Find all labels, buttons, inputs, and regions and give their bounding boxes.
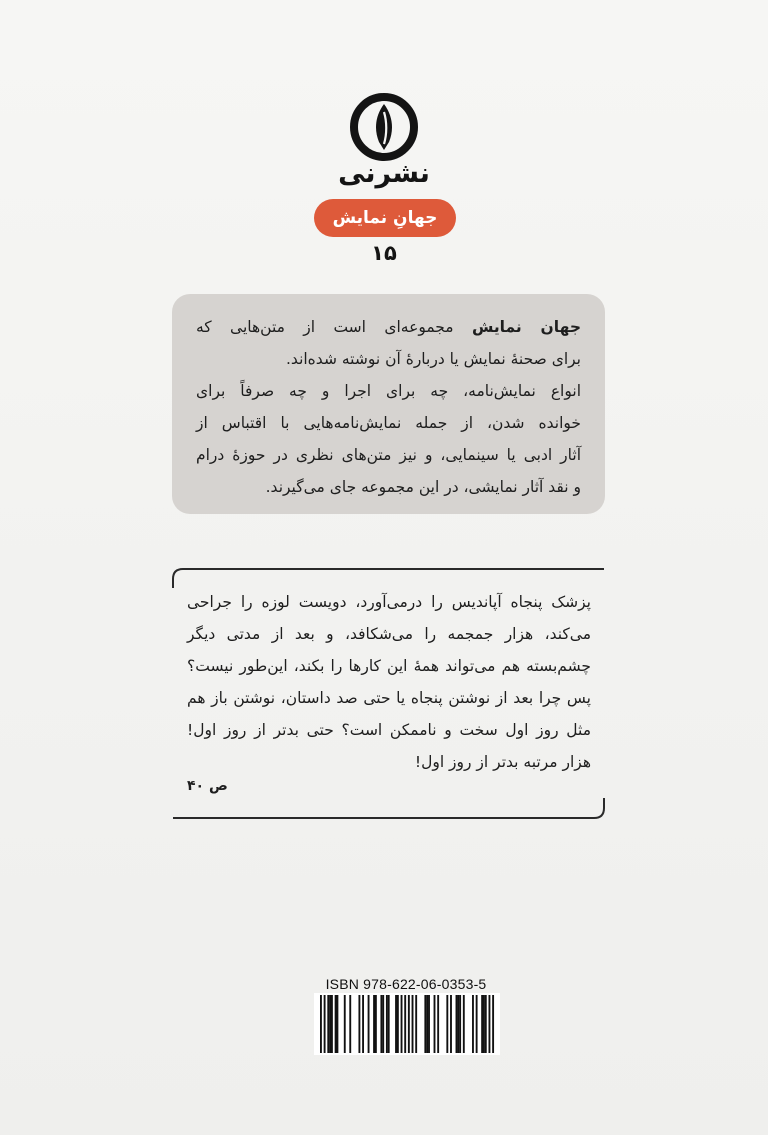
- barcode-bar: [362, 995, 364, 1053]
- description-line: آثار ادبی یا سینمایی، و نیز متن‌های نظری در حوزهٔ درام: [196, 446, 581, 464]
- series-badge: جهانِ نمایش: [314, 199, 456, 237]
- series-description-box: [172, 294, 605, 514]
- excerpt-text: پزشک پنجاه آپاندیس را درمی‌آورد، دویست لوزه را جراحی می‌کند، هزار جمجمه را می‌شکافد، و بعد از مدتی دیگر چشم‌بسته هم می‌تواند همهٔ این کارها را بکند، این‌طور نیست؟ پس چرا بعد از نوشتن پنجاه یا حتی صد داستان، نوشتن باز هم مثل روز اول سخت و ناممکن است؟ حتی بدتر از روز اول! هزار مرتبه بدتر از روز اول!: [187, 593, 591, 771]
- barcode-bar: [388, 995, 390, 1053]
- excerpt-page-reference: ص ۴۰: [187, 778, 228, 794]
- nashr-e-ney-reed-logo-icon: [349, 92, 419, 162]
- barcode-bar: [485, 995, 487, 1053]
- barcode-bar: [446, 995, 448, 1053]
- barcode-bar: [358, 995, 360, 1053]
- barcode-bar: [397, 995, 399, 1053]
- barcode-bar: [329, 995, 331, 1053]
- barcode-bar: [450, 995, 452, 1053]
- barcode-bar: [344, 995, 346, 1053]
- barcode-bar: [426, 995, 428, 1053]
- barcode-bar: [368, 995, 370, 1053]
- barcode-bar: [336, 995, 338, 1053]
- barcode-bar: [380, 995, 382, 1053]
- barcode-bar: [373, 995, 375, 1053]
- barcode-bar: [327, 995, 329, 1053]
- barcode-bar: [424, 995, 426, 1053]
- barcode-bar: [404, 995, 406, 1053]
- barcode-bar: [331, 995, 333, 1053]
- description-line: و نقد آثار نمایشی، در این مجموعه جای می‌گیرند.: [265, 478, 581, 496]
- barcode-bar: [456, 995, 458, 1053]
- barcode-bar: [395, 995, 397, 1053]
- barcode-bar: [412, 995, 414, 1053]
- barcode-bar: [457, 995, 459, 1053]
- barcode-bar: [463, 995, 465, 1053]
- barcode-bar: [489, 995, 491, 1053]
- description-line-rest: مجموعه‌ای است از متن‌هایی که: [196, 318, 472, 336]
- description-line: انواع نمایش‌نامه، چه برای اجرا و چه صرفاً برای: [196, 382, 581, 400]
- barcode-bar: [349, 995, 351, 1053]
- barcode-bar: [428, 995, 430, 1053]
- barcode-bar: [492, 995, 494, 1053]
- excerpt-box: [171, 566, 606, 821]
- isbn-barcode: [314, 993, 500, 1055]
- barcode-bar: [483, 995, 485, 1053]
- barcode-bar: [382, 995, 384, 1053]
- barcode-bar: [375, 995, 377, 1053]
- barcode-bar: [320, 995, 322, 1053]
- description-line: خوانده شدن، از جمله نمایش‌نامه‌هایی با اقتباس از: [196, 414, 581, 432]
- publisher-name: نشرنی: [338, 158, 430, 189]
- barcode-bar: [434, 995, 436, 1053]
- barcode-bar: [437, 995, 439, 1053]
- barcode-bar: [481, 995, 483, 1053]
- barcode-bar: [386, 995, 388, 1053]
- barcode-bar: [459, 995, 461, 1053]
- description-line: برای صحنهٔ نمایش یا دربارهٔ آن نوشته شده‌اند.: [286, 350, 581, 368]
- barcode-bar: [476, 995, 478, 1053]
- barcode-bar: [408, 995, 410, 1053]
- barcode-bar: [415, 995, 417, 1053]
- barcode-bar: [335, 995, 337, 1053]
- barcode-bar: [401, 995, 403, 1053]
- barcode-bar: [472, 995, 474, 1053]
- isbn-label: ISBN 978-622-06-0353-5: [325, 976, 487, 992]
- description-line: [196, 311, 581, 343]
- series-number: ۱۵: [371, 241, 397, 265]
- description-bold-lead: جهان نمایش: [471, 318, 581, 336]
- barcode-bar: [324, 995, 326, 1053]
